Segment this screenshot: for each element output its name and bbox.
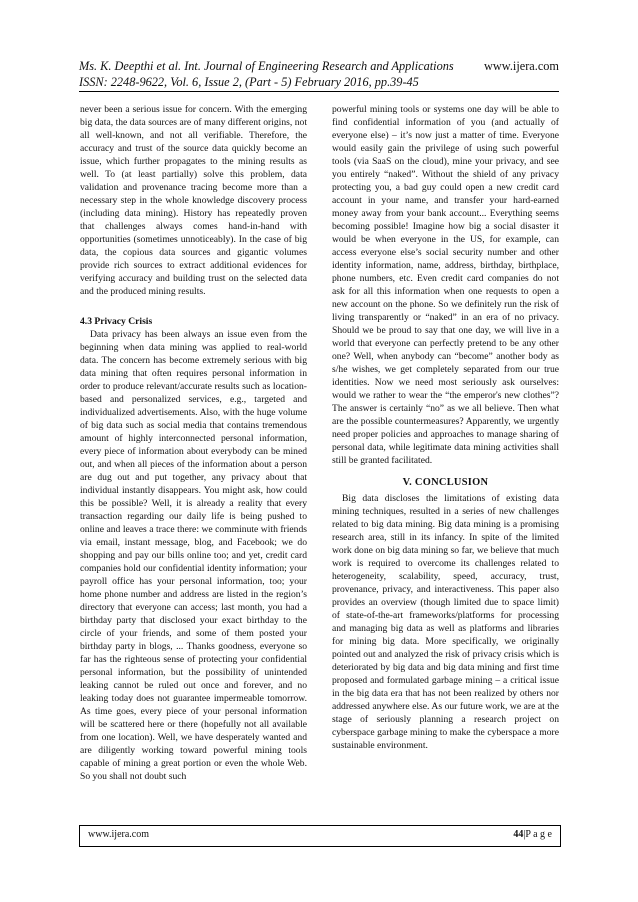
paragraph: Big data discloses the limitations of existing data mining techniques, resulted in a series of new challenges related to big data mining. Big data mining is a promising research area, still in its infancy. In spite of the limited work done on big data mining so far, we believe that much work is required to overcome its challenges related to heterogeneity, scalability, speed, accuracy, trust, provenance, privacy, and interactiveness. This paper also provides an overview (though limited due to space limit) of state-of-the-art frameworks/platforms for processing and managing big data as well as platforms and libraries for mining big data. More specifically, we originally pointed out and analyzed the risk of privacy crisis which is deteriorated by big data and big data mining and first time proposed and formulated garbage mining – a critical issue in the big data era that has not been realized by others nor addressed anywhere else. As our future work, we are at the stage of seriously planning a research project on cyberspace garbage mining to make the cyberspace a more sustainable environment. [332,493,559,751]
running-header [79,58,559,90]
section-heading: 4.3 Privacy Crisis [80,316,153,327]
left-column [80,103,307,783]
paragraph: never been a serious issue for concern. With the emerging big data, the data sources are of many different origins, not all well-known, and not all verifiable. Therefore, the accuracy and trust of the source data quickly become an issue, which further propagates to the mining results as well. To (at least partially) solve this problem, data validation and provenance tracing become more than a necessary step in the whole knowledge discovery process (including data mining). History has repeatedly proven that challenges always comes hand-in-hand with opportunities (sometimes unnoticeably). In the case of big data, the copious data sources and gigantic volumes provide rich sources to extract additional evidences for verifying accuracy and building trust on the selected data and the produced mining results. [80,104,307,297]
journal-citation-line2: ISSN: 2248-9622, Vol. 6, Issue 2, (Part - 5) February 2016, pp.39-45 [79,75,419,89]
header-url: www.ijera.com [483,59,559,73]
journal-citation-line1: Ms. K. Deepthi et al. Int. Journal of Engineering Research and Applications [79,59,454,73]
right-column [332,103,559,752]
page-number [513,829,552,840]
spacer [80,298,307,307]
footer-url: www.ijera.com [88,829,149,840]
header-divider [79,91,559,92]
page-number-value: 44 [513,829,524,840]
page-footer [79,825,561,847]
conclusion-heading: V. CONCLUSION [402,477,489,488]
page-label: |P a g e [523,829,552,840]
paragraph: Data privacy has been always an issue even from the beginning when data mining was applied to real-world data. The concern has become extremely serious with big data mining that often requires personal information in order to produce relevant/accurate results such as location-based and personalized services, e.g., targeted and individualized advertisements. Also, with the huge volume of big data such as social media that contains tremendous amount of highly interconnected personal information, every piece of information about everybody can be mined out, and when all pieces of the information about a person are dug out and put together, any privacy about that individual instantly disappears. You might ask, how could this be possible? Well, it is already a reality that every transaction regarding our daily life is being pushed to online and leaves a trace there: we comminute with friends via email, instant message, blog, and Facebook; we do shopping and pay our bills online too; and yet, credit card companies hold our confidential identity information; your payroll office has your personal information, too; your home phone number and address are listed in the region’s directory that everyone can access; last month, you had a birthday party that disclosed your exact birthday to the circle of your friends, and some of them posted your birthday party in blogs, ... Thanks goodness, everyone so far has the righteous sense of protecting your confidential personal information, but the possibility of unintended leaking cannot be ruled out once and forever, and no leaking today does not guarantee impermeable tomorrow. As time goes, every piece of your personal information will be scattered here or there (hopefully not all available from one location). Well, we have desperately wanted and are diligently working toward powerful mining tools capable of mining a great portion or even the whole Web. So you shall not doubt such [80,329,307,782]
paragraph: powerful mining tools or systems one day will be able to find confidential information of you (and actually of everyone else) – it’s now just a matter of time. Everyone would easily gain the privilege of using such powerful tools (via SaaS on the cloud), mine your privacy, and see you entirely “naked”. Without the shield of any privacy protecting you, a bad guy could open a new credit card account in your name, and transfer your hard-earned money away from your bank account... Everything seems becoming possible! Imagine how big a social disaster it would be when everyone in the US, for example, can access everyone else’s social security number and other identity information, name, address, birthday, birthplace, phone numbers, etc. Even credit card companies do not ask for all this information when one requests to open a new account on the phone. So we definitely run the risk of living transparently or “naked” in an era of no privacy. Should we be proud to say that one day, we will live in a world that everyone can perfectly pretend to be any other one? Well, when anybody can “become” another body as s/he wishes, we get completely separated from our true identities. Now we need most seriously ask ourselves: would we rather to wear the “the emperor's new clothes”? The answer is certainly “no” as we all believe. Then what are the possible countermeasures? Apparently, we urgently need proper policies and approaches to manage sharing of personal data, while legitimate data mining activities shall still be granted facilitated. [332,104,559,466]
